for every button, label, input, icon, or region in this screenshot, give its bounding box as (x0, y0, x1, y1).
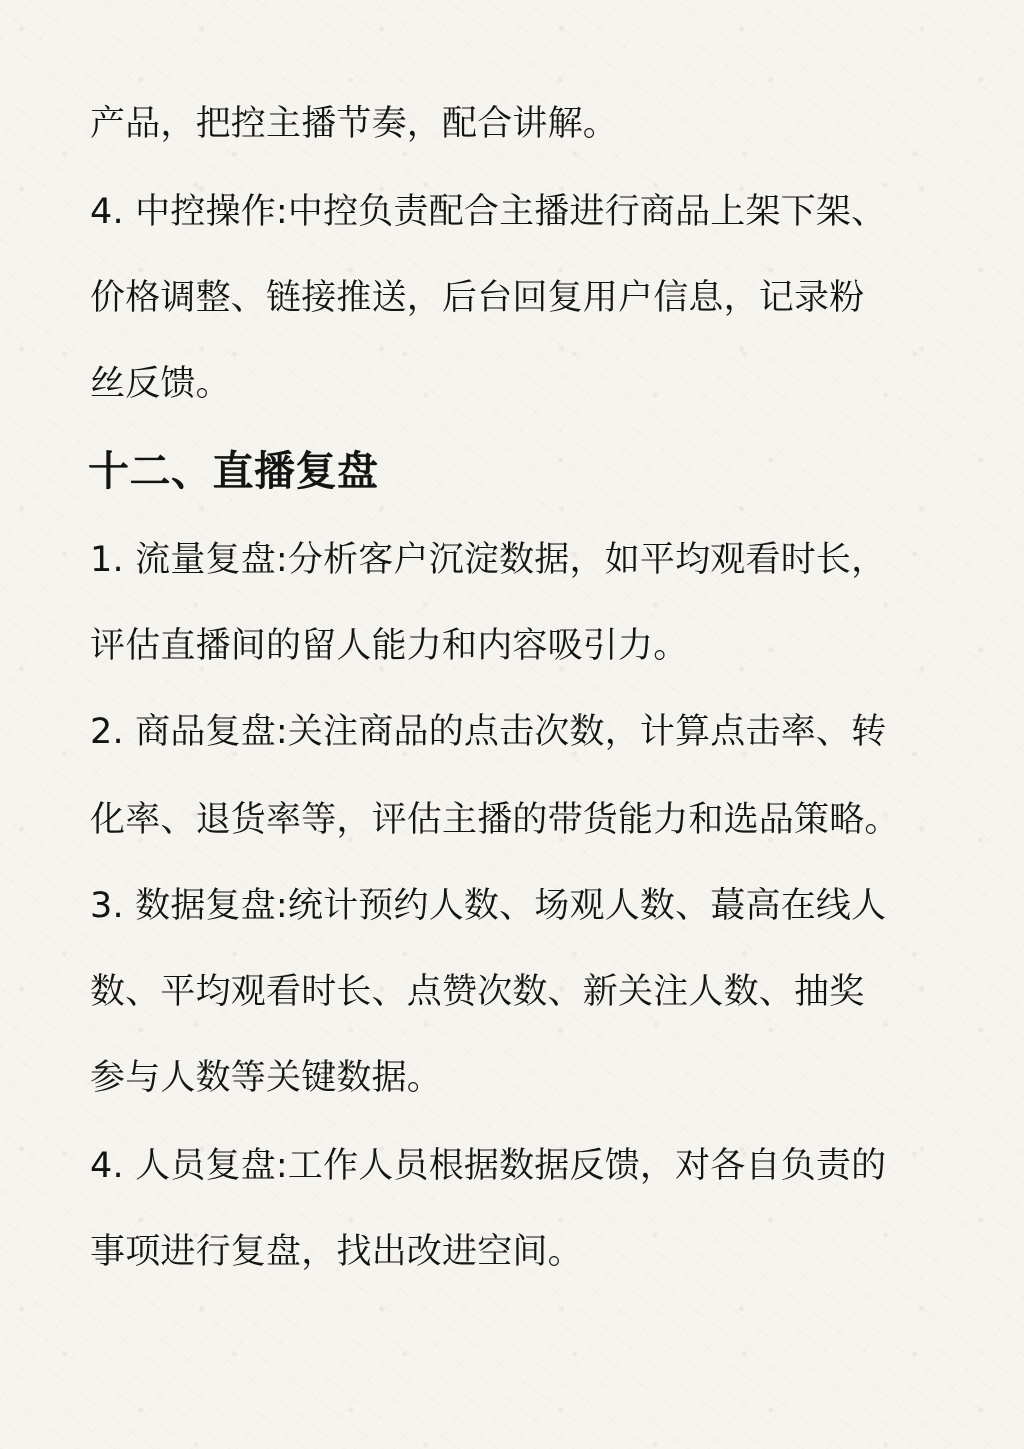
text-line: 评估直播间的留人能力和内容吸引力。 (90, 626, 689, 666)
text-line: 3. 数据复盘:统计预约人数、场观人数、蕞高在线人 (90, 886, 887, 926)
text-line: 价格调整、链接推送，后台回复用户信息，记录粉 (90, 278, 865, 318)
text-line: 4. 人员复盘:工作人员根据数据反馈，对各自负责的 (90, 1146, 887, 1186)
text-line: 产品，把控主播节奏，配合讲解。 (90, 104, 619, 144)
section-heading: 十二、直播复盘 (88, 447, 379, 495)
text-line: 参与人数等关键数据。 (90, 1058, 443, 1098)
text-line: 数、平均观看时长、点赞次数、新关注人数、抽奖 (90, 972, 865, 1012)
text-line: 2. 商品复盘:关注商品的点击次数，计算点击率、转 (90, 712, 887, 752)
text-line: 4. 中控操作:中控负责配合主播进行商品上架下架、 (90, 192, 887, 232)
text-line: 事项进行复盘，找出改进空间。 (90, 1232, 583, 1272)
text-line: 丝反馈。 (90, 364, 231, 404)
text-line: 1. 流量复盘:分析客户沉淀数据，如平均观看时长， (90, 540, 887, 580)
text-line: 化率、退货率等，评估主播的带货能力和选品策略。 (90, 800, 900, 840)
